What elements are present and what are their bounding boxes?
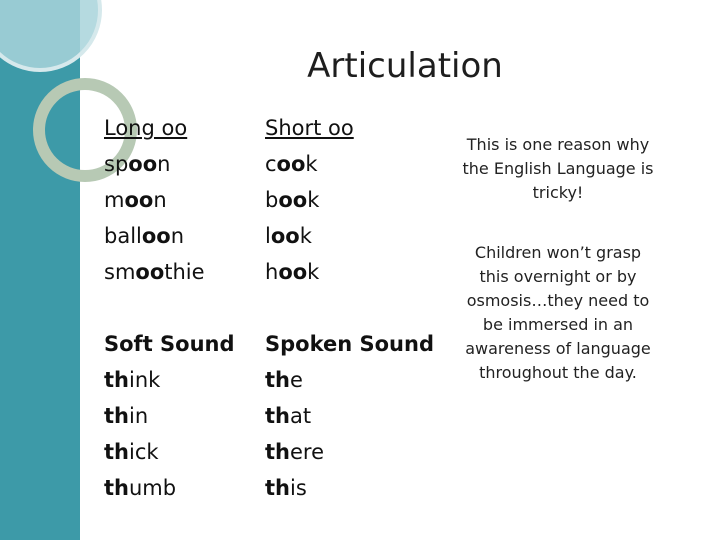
column-header-soft-sound: Soft Sound (104, 332, 235, 356)
word-item: moon (104, 188, 167, 212)
slide-title: Articulation (307, 46, 503, 86)
word-item: thin (104, 404, 149, 428)
word-item: book (265, 188, 320, 212)
column-soft-sound (104, 326, 235, 506)
note-text-1: This is one reason why the English Language is tricky! (462, 135, 654, 202)
column-header-short-oo: Short oo (265, 116, 354, 140)
column-short-oo (265, 110, 354, 290)
word-item: cook (265, 152, 318, 176)
word-item: thick (104, 440, 159, 464)
word-item: balloon (104, 224, 185, 248)
word-item: smoothie (104, 260, 205, 284)
word-item: thumb (104, 476, 177, 500)
column-spoken-sound (265, 326, 434, 506)
word-item: spoon (104, 152, 171, 176)
column-long-oo (104, 110, 205, 290)
word-item: think (104, 368, 161, 392)
word-item: this (265, 476, 307, 500)
word-item: the (265, 368, 303, 392)
word-item: look (265, 224, 312, 248)
column-header-long-oo: Long oo (104, 116, 188, 140)
column-header-spoken-sound: Spoken Sound (265, 332, 434, 356)
word-item: there (265, 440, 325, 464)
word-item: hook (265, 260, 320, 284)
word-item: that (265, 404, 312, 428)
note-text-2: Children won’t grasp this overnight or by osmosis…they need to be immersed in an awareness of language throughout the day. (465, 243, 651, 382)
